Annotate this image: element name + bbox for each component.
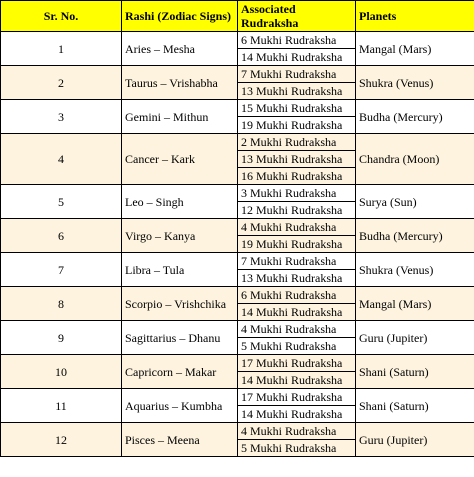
cell-sr-no: 7	[1, 253, 122, 287]
table-row	[1, 423, 474, 440]
cell-sr-no: 8	[1, 287, 122, 321]
cell-rudraksha: 14 Mukhi Rudraksha	[238, 406, 356, 423]
cell-rashi: Leo – Singh	[122, 185, 238, 219]
cell-sr-no: 2	[1, 66, 122, 100]
cell-rudraksha: 14 Mukhi Rudraksha	[238, 49, 356, 66]
cell-sr-no: 3	[1, 100, 122, 134]
cell-rudraksha: 14 Mukhi Rudraksha	[238, 372, 356, 389]
cell-planet: Shukra (Venus)	[356, 253, 474, 287]
cell-rudraksha: 13 Mukhi Rudraksha	[238, 83, 356, 100]
cell-rudraksha: 5 Mukhi Rudraksha	[238, 338, 356, 355]
cell-sr-no: 12	[1, 423, 122, 457]
cell-rudraksha: 14 Mukhi Rudraksha	[238, 304, 356, 321]
cell-rashi: Gemini – Mithun	[122, 100, 238, 134]
table-row	[1, 321, 474, 338]
table-row	[1, 219, 474, 236]
cell-sr-no: 10	[1, 355, 122, 389]
cell-rashi: Capricorn – Makar	[122, 355, 238, 389]
cell-rudraksha: 13 Mukhi Rudraksha	[238, 151, 356, 168]
cell-sr-no: 6	[1, 219, 122, 253]
cell-sr-no: 9	[1, 321, 122, 355]
cell-planet: Shani (Saturn)	[356, 355, 474, 389]
cell-sr-no: 11	[1, 389, 122, 423]
header-row	[1, 1, 474, 32]
cell-rudraksha: 4 Mukhi Rudraksha	[238, 423, 356, 440]
cell-rudraksha: 19 Mukhi Rudraksha	[238, 236, 356, 253]
cell-rudraksha: 7 Mukhi Rudraksha	[238, 66, 356, 83]
header-rudraksha: Associated Rudraksha	[238, 1, 356, 32]
cell-rudraksha: 7 Mukhi Rudraksha	[238, 253, 356, 270]
cell-rashi: Cancer – Kark	[122, 134, 238, 185]
cell-rudraksha: 17 Mukhi Rudraksha	[238, 355, 356, 372]
cell-planet: Budha (Mercury)	[356, 100, 474, 134]
cell-rudraksha: 15 Mukhi Rudraksha	[238, 100, 356, 117]
table-row	[1, 185, 474, 202]
cell-rashi: Pisces – Meena	[122, 423, 238, 457]
table-row	[1, 32, 474, 49]
cell-rudraksha: 6 Mukhi Rudraksha	[238, 287, 356, 304]
table-row	[1, 66, 474, 83]
header-sr-no: Sr. No.	[1, 1, 122, 32]
cell-planet: Guru (Jupiter)	[356, 423, 474, 457]
cell-rashi: Aries – Mesha	[122, 32, 238, 66]
cell-rudraksha: 6 Mukhi Rudraksha	[238, 32, 356, 49]
cell-planet: Surya (Sun)	[356, 185, 474, 219]
table-row	[1, 134, 474, 151]
table-row	[1, 100, 474, 117]
cell-planet: Shani (Saturn)	[356, 389, 474, 423]
cell-planet: Mangal (Mars)	[356, 287, 474, 321]
header-rashi: Rashi (Zodiac Signs)	[122, 1, 238, 32]
cell-rudraksha: 17 Mukhi Rudraksha	[238, 389, 356, 406]
table-body	[1, 32, 474, 457]
cell-rudraksha: 4 Mukhi Rudraksha	[238, 321, 356, 338]
cell-rudraksha: 19 Mukhi Rudraksha	[238, 117, 356, 134]
cell-rudraksha: 4 Mukhi Rudraksha	[238, 219, 356, 236]
header-planets: Planets	[356, 1, 474, 32]
cell-sr-no: 5	[1, 185, 122, 219]
cell-planet: Chandra (Moon)	[356, 134, 474, 185]
cell-sr-no: 4	[1, 134, 122, 185]
cell-rashi: Taurus – Vrishabha	[122, 66, 238, 100]
cell-planet: Mangal (Mars)	[356, 32, 474, 66]
cell-rashi: Aquarius – Kumbha	[122, 389, 238, 423]
cell-rudraksha: 2 Mukhi Rudraksha	[238, 134, 356, 151]
cell-rudraksha: 16 Mukhi Rudraksha	[238, 168, 356, 185]
table-row	[1, 287, 474, 304]
cell-rudraksha: 3 Mukhi Rudraksha	[238, 185, 356, 202]
cell-planet: Guru (Jupiter)	[356, 321, 474, 355]
cell-rashi: Scorpio – Vrishchika	[122, 287, 238, 321]
table-row	[1, 253, 474, 270]
cell-sr-no: 1	[1, 32, 122, 66]
cell-planet: Shukra (Venus)	[356, 66, 474, 100]
cell-rudraksha: 13 Mukhi Rudraksha	[238, 270, 356, 287]
cell-rudraksha: 12 Mukhi Rudraksha	[238, 202, 356, 219]
table-row	[1, 389, 474, 406]
cell-rashi: Libra – Tula	[122, 253, 238, 287]
table-row	[1, 355, 474, 372]
cell-planet: Budha (Mercury)	[356, 219, 474, 253]
cell-rashi: Virgo – Kanya	[122, 219, 238, 253]
cell-rudraksha: 5 Mukhi Rudraksha	[238, 440, 356, 457]
cell-rashi: Sagittarius – Dhanu	[122, 321, 238, 355]
